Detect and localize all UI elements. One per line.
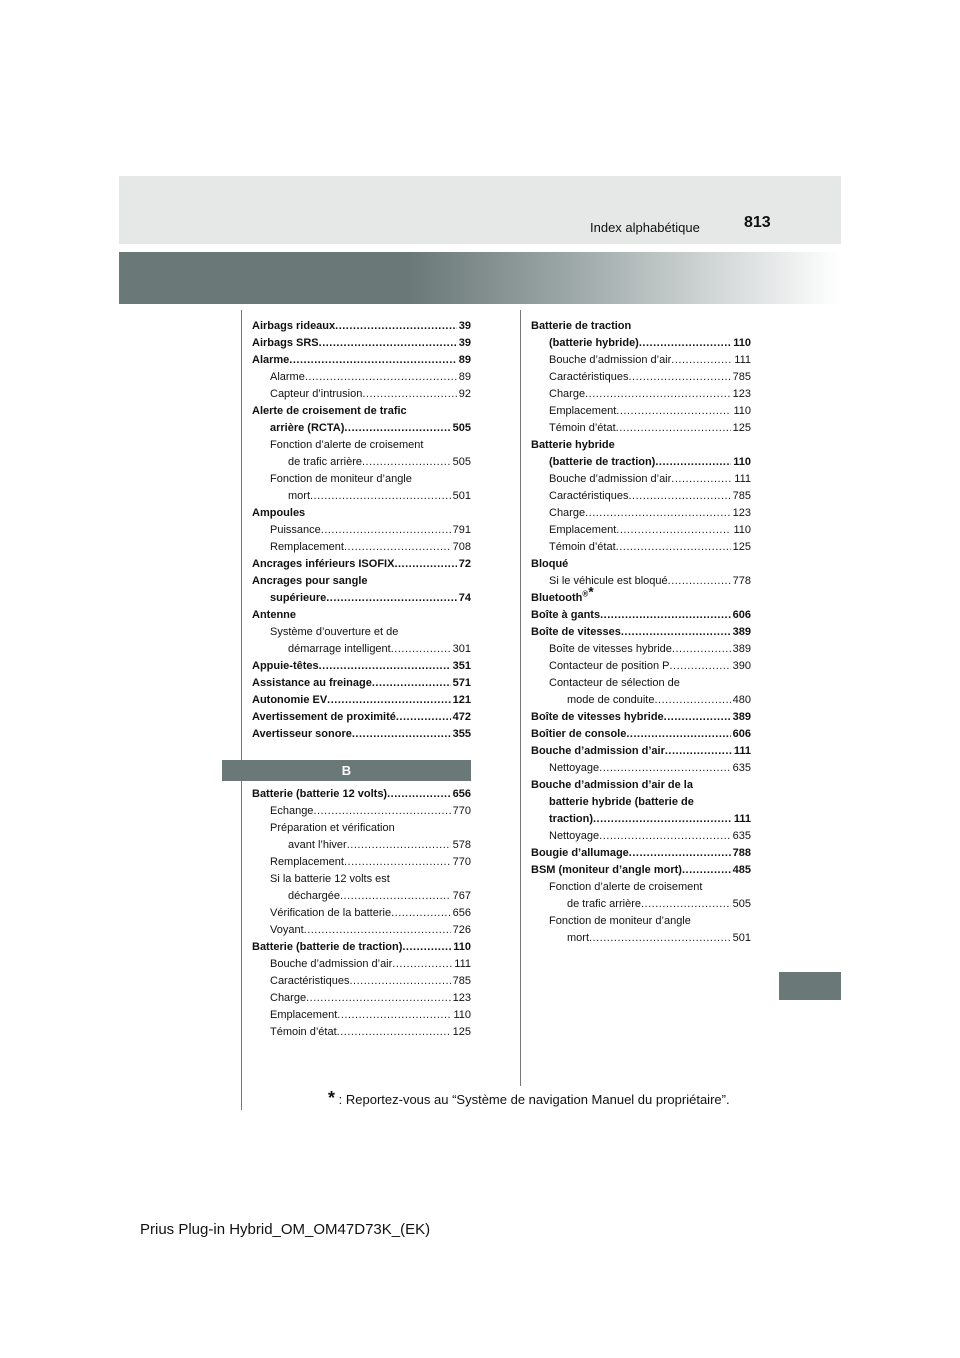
index-entry-text: Fonction de moniteur d’angle (549, 915, 691, 927)
dot-leader (589, 930, 731, 947)
index-entry (252, 871, 471, 888)
index-entry-text: Témoin d’état (549, 422, 616, 434)
index-entry-page: 785 (732, 371, 751, 383)
index-entry-text: Boîte à gants (531, 609, 601, 621)
dot-leader (669, 658, 730, 675)
dot-leader (671, 471, 732, 488)
index-entry-text: Airbags rideaux (252, 320, 336, 332)
index-entry-page: 606 (732, 609, 751, 621)
dot-leader (289, 352, 456, 369)
index-entry-page: 351 (452, 660, 471, 672)
index-entry (252, 471, 471, 488)
index-entry-text: Bouche d’admission d’air de la (531, 779, 693, 791)
index-entry-text: Voyant (270, 924, 304, 936)
index-entry (252, 803, 471, 820)
index-entry-text: Fonction de moniteur d’angle (270, 473, 412, 485)
index-entry (252, 854, 471, 871)
index-entry-page: 708 (452, 541, 471, 553)
index-entry-text: Autonomie EV (252, 694, 328, 706)
dot-leader (344, 539, 451, 556)
index-entry (252, 437, 471, 454)
dot-leader (626, 726, 730, 743)
index-column-a (252, 318, 471, 743)
index-entry-page: 301 (452, 643, 471, 655)
index-entry-page: 571 (452, 677, 471, 689)
index-entry (531, 692, 751, 709)
dot-leader (387, 786, 451, 803)
index-entry (252, 675, 471, 692)
dot-leader (668, 573, 731, 590)
dot-leader (319, 658, 451, 675)
index-entry-text: Ancrages inférieurs ISOFIX (252, 558, 395, 570)
dot-leader (616, 403, 731, 420)
index-entry (531, 726, 751, 743)
index-entry-page: 635 (732, 762, 751, 774)
index-entry-page: 501 (732, 932, 751, 944)
dot-leader (305, 369, 457, 386)
dot-leader (304, 922, 451, 939)
index-entry-page: 472 (452, 711, 471, 723)
index-entry-page: 770 (452, 805, 471, 817)
index-entry (531, 318, 751, 335)
index-entry (252, 420, 471, 437)
index-entry-text: Capteur d’intrusion (270, 388, 363, 400)
dot-leader (352, 726, 451, 743)
index-entry-text: Système d’ouverture et de (270, 626, 399, 638)
index-column-b (252, 786, 471, 1041)
index-entry (531, 879, 751, 896)
index-entry (531, 743, 751, 760)
dot-leader (585, 386, 731, 403)
index-entry-page: 770 (452, 856, 471, 868)
index-entry-page: 72 (458, 558, 471, 570)
index-entry-text: Contacteur de sélection de (549, 677, 680, 689)
index-entry-page: 785 (732, 490, 751, 502)
index-entry-page: 92 (458, 388, 471, 400)
index-entry-page: 389 (732, 626, 751, 638)
dot-leader (641, 896, 731, 913)
dot-leader (639, 335, 731, 352)
index-entry (252, 973, 471, 990)
index-entry-text: Témoin d’état (270, 1026, 337, 1038)
index-entry (252, 1007, 471, 1024)
index-entry-text: batterie hybride (batterie de (549, 796, 694, 808)
index-entry-text: Contacteur de position P (549, 660, 670, 672)
dot-leader (665, 743, 732, 760)
index-entry-text: démarrage intelligent (288, 643, 391, 655)
index-entry (531, 862, 751, 879)
index-entry-page: 125 (732, 541, 751, 553)
index-entry-page: 578 (452, 839, 471, 851)
dot-leader (391, 641, 451, 658)
index-entry (252, 709, 471, 726)
index-entry-page: 39 (458, 320, 471, 332)
index-entry-text: supérieure (270, 592, 327, 604)
index-entry (252, 888, 471, 905)
index-entry (531, 896, 751, 913)
index-entry-page: 110 (733, 524, 751, 536)
dot-leader (326, 590, 457, 607)
dot-leader (655, 454, 731, 471)
index-entry-text: Emplacement (270, 1009, 338, 1021)
index-entry-page: 125 (732, 422, 751, 434)
index-entry-text: Batterie hybride (531, 439, 615, 451)
index-entry-page: 123 (732, 507, 751, 519)
index-entry-text: Ampoules (252, 507, 306, 519)
index-entry-text: Remplacement (270, 856, 344, 868)
dot-leader (396, 709, 451, 726)
index-entry (252, 922, 471, 939)
index-entry-page: 501 (452, 490, 471, 502)
index-entry (252, 352, 471, 369)
letter-heading-b: B (222, 760, 471, 781)
index-entry-text: Appuie-têtes (252, 660, 319, 672)
dot-leader (616, 539, 731, 556)
index-entry (531, 556, 751, 573)
index-entry-text: Préparation et vérification (270, 822, 395, 834)
index-entry-text: Bouche d’admission d’air (531, 745, 665, 757)
index-entry (252, 318, 471, 335)
index-entry-page: 111 (733, 745, 751, 757)
dot-leader (321, 522, 451, 539)
dot-leader (344, 420, 450, 437)
index-entry (252, 990, 471, 1007)
index-entry (531, 420, 751, 437)
dot-leader (337, 1024, 451, 1041)
index-entry-page: 110 (453, 1009, 471, 1021)
index-entry (531, 760, 751, 777)
index-entry (252, 658, 471, 675)
dot-leader (621, 624, 731, 641)
side-index-tab (779, 972, 841, 1000)
dot-leader (682, 862, 731, 879)
index-entry (252, 590, 471, 607)
index-entry-page: 123 (732, 388, 751, 400)
dot-leader (616, 522, 731, 539)
footnote (328, 1088, 730, 1109)
index-entry (252, 939, 471, 956)
dot-leader (335, 318, 457, 335)
dot-leader (327, 692, 450, 709)
index-entry (252, 607, 471, 624)
index-entry (531, 607, 751, 624)
index-entry (531, 403, 751, 420)
index-entry-page: 505 (452, 422, 471, 434)
index-entry-text: Alarme (270, 371, 305, 383)
dot-leader (340, 888, 451, 905)
index-entry (252, 837, 471, 854)
index-entry-page: 791 (452, 524, 471, 536)
index-entry-text: Echange (270, 805, 314, 817)
index-entry-page: 778 (732, 575, 751, 587)
index-entry (252, 692, 471, 709)
index-entry (252, 505, 471, 522)
index-entry (531, 471, 751, 488)
header-background (119, 176, 841, 244)
index-entry (252, 488, 471, 505)
index-entry (531, 811, 751, 828)
index-entry-page: 390 (732, 660, 751, 672)
index-entry (531, 794, 751, 811)
dot-leader (349, 973, 450, 990)
index-entry (531, 583, 751, 607)
dot-leader (654, 692, 730, 709)
index-entry-page: 355 (452, 728, 471, 740)
index-entry (531, 454, 751, 471)
index-entry-text: Puissance (270, 524, 321, 536)
index-entry (531, 505, 751, 522)
index-entry-text: Nettoyage (549, 830, 600, 842)
index-entry (531, 335, 751, 352)
index-entry (531, 352, 751, 369)
dot-leader (585, 505, 731, 522)
index-entry-text: mode de conduite (567, 694, 655, 706)
dot-leader (629, 845, 731, 862)
index-entry-text: Charge (549, 388, 586, 400)
index-entry (531, 709, 751, 726)
index-entry-text: Assistance au freinage (252, 677, 372, 689)
index-column-right (531, 318, 751, 947)
index-entry-text: Fonction d’alerte de croisement (549, 881, 703, 893)
index-entry-text: Bluetooth (531, 592, 583, 604)
index-entry-text: Alerte de croisement de trafic (252, 405, 407, 417)
dot-leader (319, 335, 457, 352)
index-entry-text: de trafic arrière (288, 456, 362, 468)
dot-leader (344, 854, 451, 871)
section-title: Index alphabétique (590, 220, 700, 235)
index-entry-text: Charge (549, 507, 586, 519)
index-entry (252, 624, 471, 641)
index-entry (252, 905, 471, 922)
dot-leader (593, 811, 732, 828)
index-entry-text: (batterie hybride) (549, 337, 639, 349)
index-entry-page: 635 (732, 830, 751, 842)
index-entry-page: 485 (732, 864, 751, 876)
index-entry-text: Emplacement (549, 524, 617, 536)
index-entry-text: Alarme (252, 354, 290, 366)
index-entry-text: Si le véhicule est bloqué (549, 575, 668, 587)
dot-leader (599, 760, 730, 777)
index-entry-page: 389 (732, 711, 751, 723)
index-entry-text: Bloqué (531, 558, 569, 570)
column-divider (520, 310, 521, 1086)
dot-leader (337, 1007, 451, 1024)
index-entry (252, 556, 471, 573)
dot-leader (372, 675, 451, 692)
index-entry-text: Caractéristiques (270, 975, 350, 987)
dot-leader (671, 352, 732, 369)
dot-leader (599, 828, 730, 845)
index-entry-text: Antenne (252, 609, 296, 621)
index-entry (531, 573, 751, 590)
index-entry-page: 656 (452, 788, 471, 800)
index-entry (252, 573, 471, 590)
index-entry-page: 125 (452, 1026, 471, 1038)
footnote-star: * (328, 1088, 336, 1108)
index-entry-page: 110 (733, 337, 751, 349)
index-entry (531, 777, 751, 794)
index-entry (252, 820, 471, 837)
index-entry-text: Boîte de vitesses hybride (549, 643, 672, 655)
index-entry-text: Bouche d’admission d’air (270, 958, 393, 970)
index-entry-page: 656 (452, 907, 471, 919)
index-entry-page: 89 (458, 371, 471, 383)
index-entry-text: Batterie (batterie de traction) (252, 941, 403, 953)
index-entry-text: Témoin d’état (549, 541, 616, 553)
index-entry-page: 111 (733, 813, 751, 825)
index-entry (531, 845, 751, 862)
index-entry-text: Nettoyage (549, 762, 600, 774)
index-entry-page: 505 (452, 456, 471, 468)
index-entry-text: mort (567, 932, 589, 944)
index-entry-text: Bouche d’admission d’air (549, 473, 672, 485)
registered-mark: ® (582, 589, 589, 599)
index-entry-page: 110 (453, 941, 471, 953)
index-entry-text: Ancrages pour sangle (252, 575, 368, 587)
index-entry (531, 488, 751, 505)
index-entry-page: 767 (452, 890, 471, 902)
index-entry (252, 539, 471, 556)
dot-leader (392, 956, 452, 973)
index-entry-page: 389 (732, 643, 751, 655)
index-entry-text: Fonction d’alerte de croisement (270, 439, 424, 451)
index-entry-text: Remplacement (270, 541, 344, 553)
index-entry (252, 369, 471, 386)
dot-leader (310, 488, 451, 505)
index-entry-text: Boîte de vitesses hybride (531, 711, 664, 723)
dot-leader (347, 837, 451, 854)
index-entry-page: 121 (452, 694, 471, 706)
index-entry (252, 335, 471, 352)
index-entry-page: 123 (452, 992, 471, 1004)
index-entry (252, 956, 471, 973)
dot-leader (313, 803, 450, 820)
index-entry-text: Bouche d’admission d’air (549, 354, 672, 366)
index-entry (531, 641, 751, 658)
index-entry-text: mort (288, 490, 310, 502)
dot-leader (362, 386, 456, 403)
dot-leader (362, 454, 451, 471)
index-entry (252, 454, 471, 471)
dot-leader (628, 369, 730, 386)
index-entry-text: Emplacement (549, 405, 617, 417)
index-entry-text: traction) (549, 813, 593, 825)
index-entry (531, 658, 751, 675)
index-entry-text: Batterie de traction (531, 320, 632, 332)
index-entry (252, 726, 471, 743)
index-entry-page: 505 (732, 898, 751, 910)
header-banner (119, 252, 841, 304)
dot-leader (616, 420, 731, 437)
index-entry (531, 675, 751, 692)
index-entry (252, 641, 471, 658)
dot-leader (391, 905, 451, 922)
index-entry-text: Boîte de vitesses (531, 626, 621, 638)
index-entry-page: 606 (732, 728, 751, 740)
index-entry (531, 930, 751, 947)
index-entry (531, 522, 751, 539)
footnote-text: : Reportez-vous au “Système de navigation Manuel du propriétaire”. (338, 1092, 730, 1107)
index-entry-text: Caractéristiques (549, 371, 629, 383)
footnote-star-ref: * (588, 583, 594, 600)
page-number: 813 (744, 214, 771, 231)
index-entry-page: 788 (732, 847, 751, 859)
index-entry (531, 913, 751, 930)
index-entry (252, 786, 471, 803)
dot-leader (600, 607, 731, 624)
index-entry-page: 785 (452, 975, 471, 987)
index-entry (531, 369, 751, 386)
index-entry-page: 110 (733, 456, 751, 468)
index-entry-page: 111 (454, 958, 471, 970)
index-entry (252, 386, 471, 403)
index-entry-text: Batterie (batterie 12 volts) (252, 788, 388, 800)
index-entry-text: déchargée (288, 890, 340, 902)
index-entry (252, 1024, 471, 1041)
index-entry-text: arrière (RCTA) (270, 422, 345, 434)
index-entry-page: 480 (732, 694, 751, 706)
dot-leader (306, 990, 451, 1007)
index-entry-text: Bougie d’allumage (531, 847, 629, 859)
index-entry-text: (batterie de traction) (549, 456, 656, 468)
index-entry-page: 110 (733, 405, 751, 417)
index-entry-text: Avertisseur sonore (252, 728, 352, 740)
index-entry-text: Airbags SRS (252, 337, 319, 349)
index-entry-text: Si la batterie 12 volts est (270, 873, 390, 885)
dot-leader (628, 488, 730, 505)
dot-leader (394, 556, 456, 573)
index-entry-page: 111 (734, 354, 751, 366)
index-entry (531, 539, 751, 556)
index-entry-text: de trafic arrière (567, 898, 641, 910)
dot-leader (664, 709, 731, 726)
index-entry-text: avant l’hiver (288, 839, 347, 851)
index-entry (531, 828, 751, 845)
index-entry-text: Boîtier de console (531, 728, 627, 740)
index-entry-page: 39 (458, 337, 471, 349)
dot-leader (402, 939, 451, 956)
index-entry-text: BSM (moniteur d’angle mort) (531, 864, 682, 876)
left-margin-line (241, 310, 242, 1110)
index-entry-page: 89 (458, 354, 471, 366)
footer-document-id: Prius Plug-in Hybrid_OM_OM47D73K_(EK) (140, 1221, 431, 1238)
index-entry (252, 403, 471, 420)
index-entry (531, 624, 751, 641)
index-entry (531, 386, 751, 403)
index-entry-text: Avertissement de proximité (252, 711, 396, 723)
index-entry-text: Vérification de la batterie (270, 907, 392, 919)
index-entry (531, 437, 751, 454)
index-entry-text: Charge (270, 992, 307, 1004)
index-entry-page: 74 (458, 592, 471, 604)
index-entry (252, 522, 471, 539)
index-entry-text: Caractéristiques (549, 490, 629, 502)
dot-leader (672, 641, 731, 658)
index-entry-page: 111 (734, 473, 751, 485)
index-entry-page: 726 (452, 924, 471, 936)
